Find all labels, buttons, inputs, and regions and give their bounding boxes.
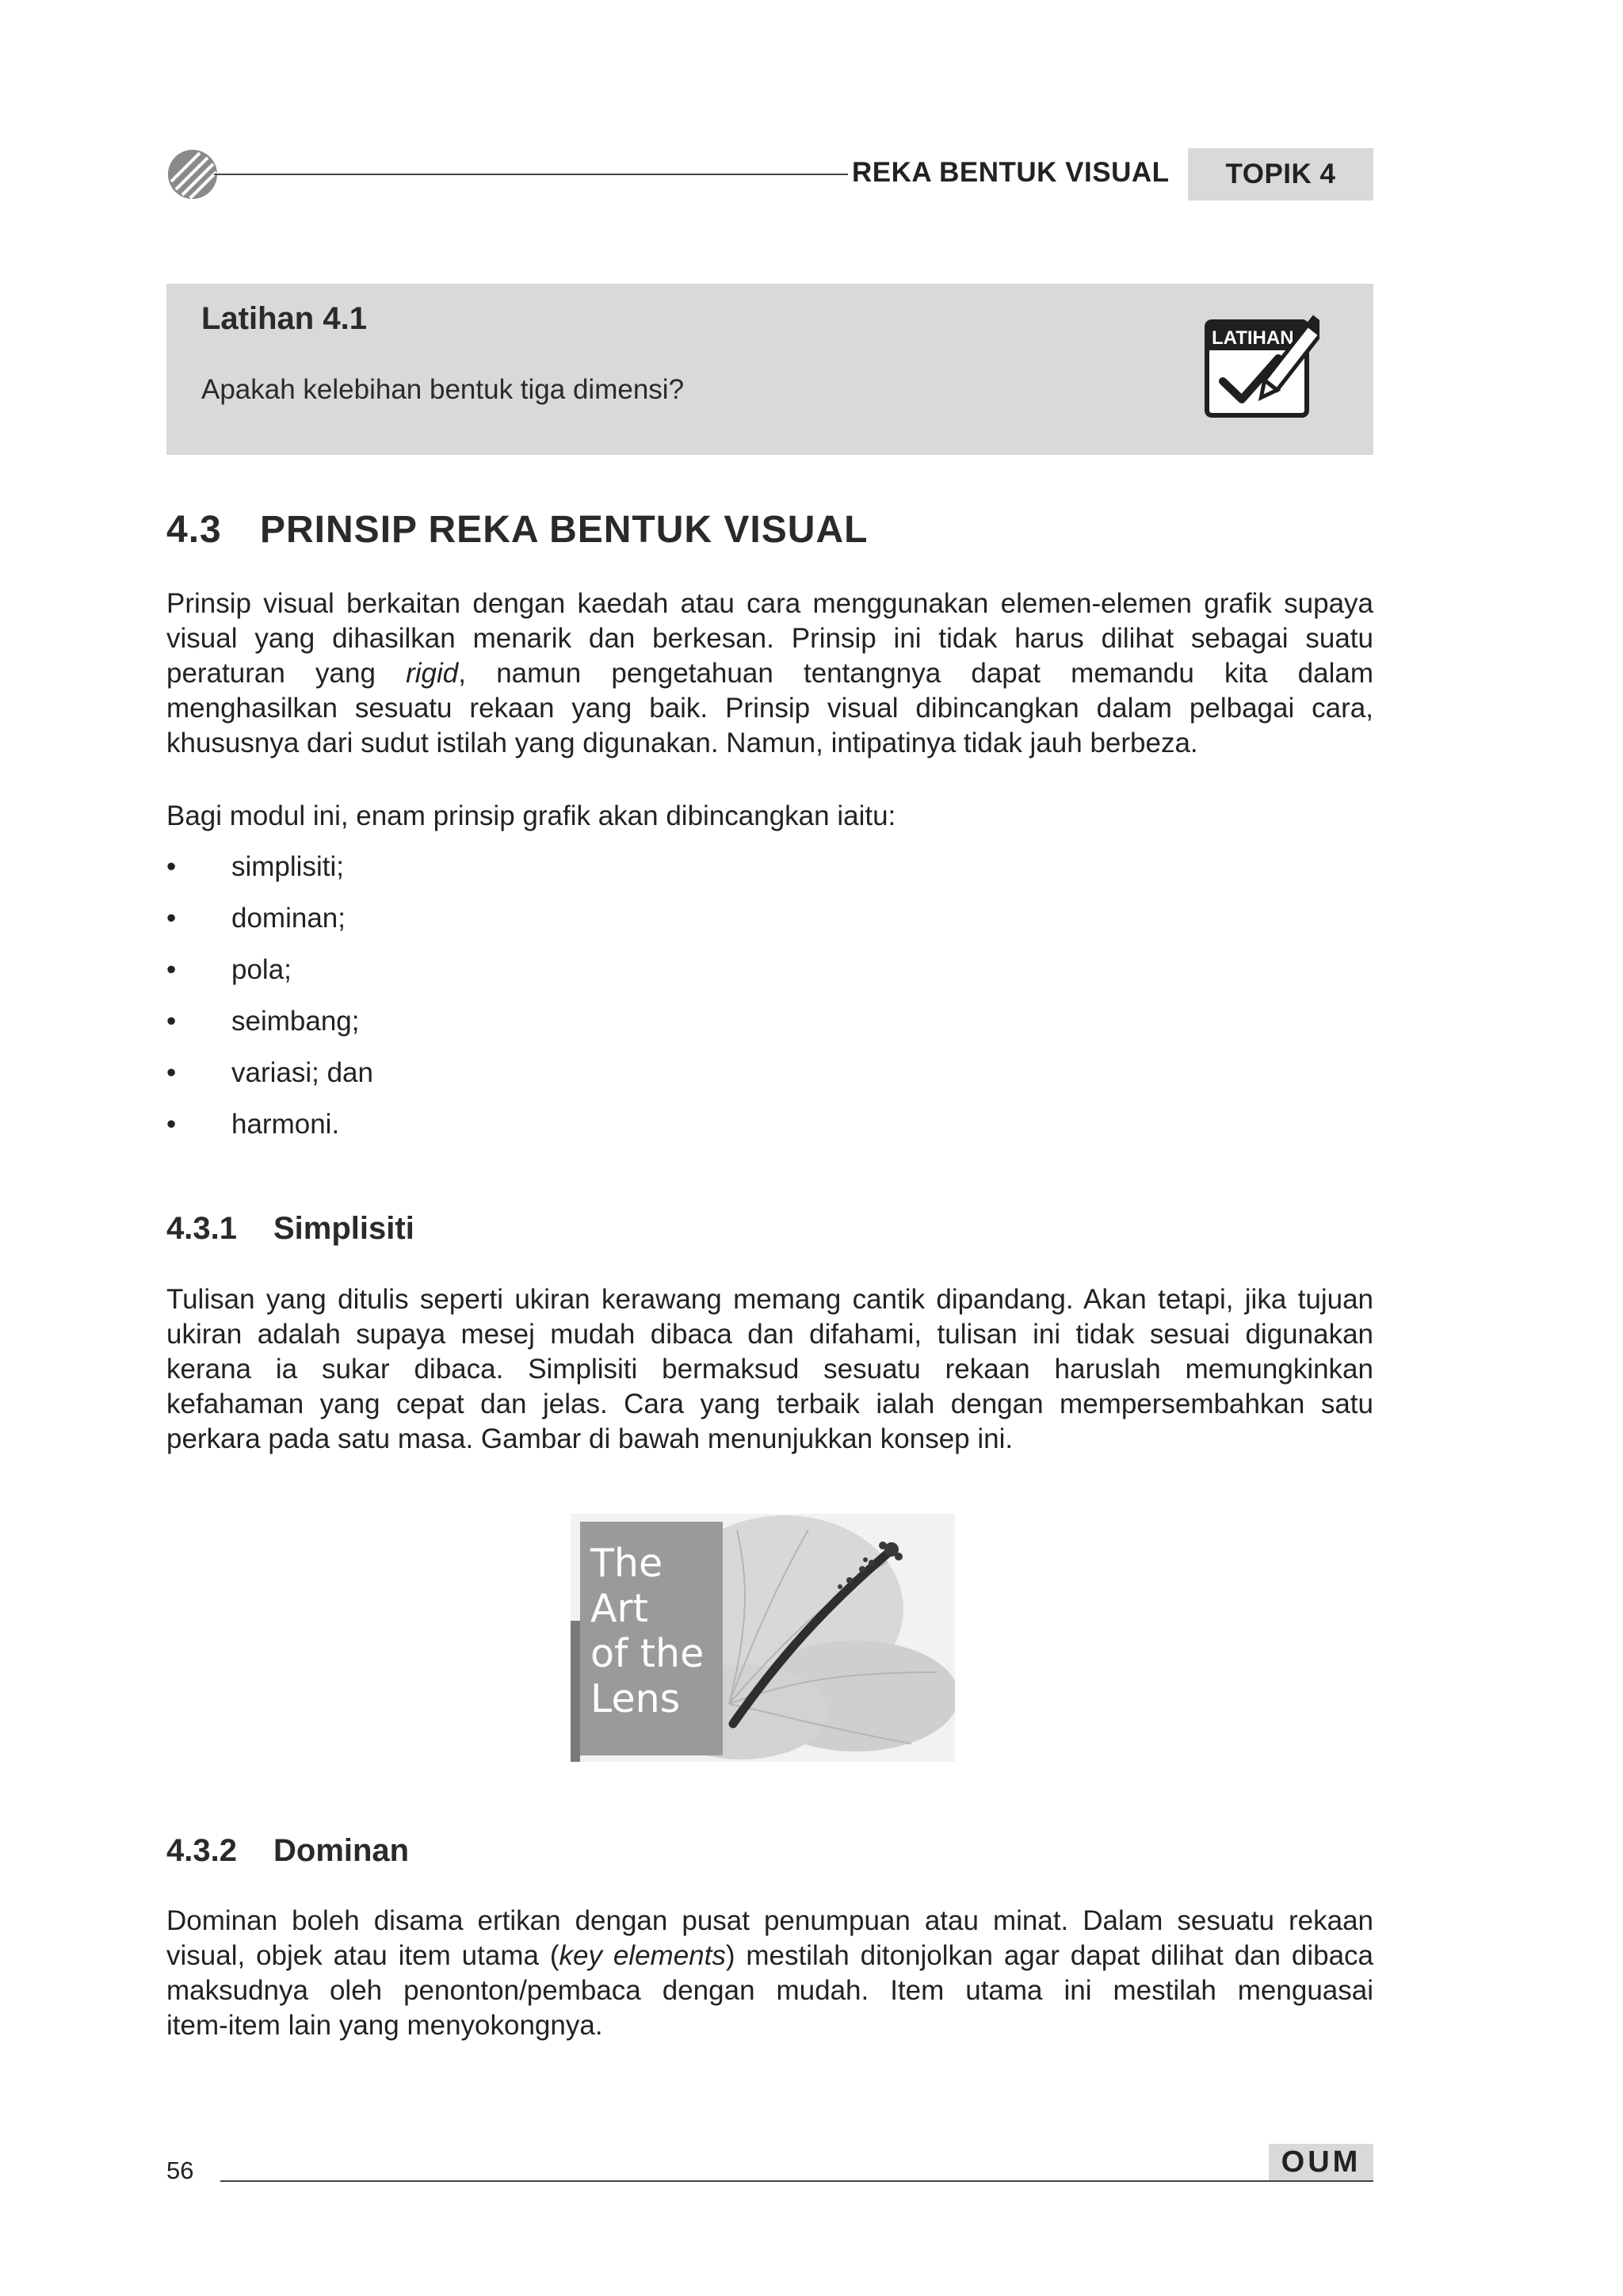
page-number: 56 (166, 2157, 194, 2184)
exercise-question: Apakah kelebihan bentuk tiga dimensi? (201, 374, 685, 405)
bullet-icon: • (166, 1109, 177, 1140)
bullet-icon: • (166, 1006, 177, 1037)
header-title: REKA BENTUK VISUAL (852, 157, 1170, 188)
paragraph-line: menghasilkan sesuatu rekaan yang baik. Prinsip visual dibincangkan dalam pelbagai cara, (166, 693, 1373, 724)
header-topic-badge: TOPIK 4 (1188, 148, 1373, 201)
art-of-the-lens-figure (571, 1514, 955, 1762)
simplisiti-paragraph (166, 1282, 1373, 1457)
footer-brand-logo: OUM (1269, 2144, 1373, 2180)
paragraph-line: visual, objek atau item utama (key elements) mestilah ditonjolkan agar dapat dilihat dan dibaca (166, 1940, 1373, 1971)
section-title: PRINSIP REKA BENTUK VISUAL (260, 509, 869, 551)
subsection-title: Simplisiti (273, 1211, 414, 1246)
dominan-paragraph (166, 1904, 1373, 2043)
bullet-icon: • (166, 851, 177, 882)
bullet-icon: • (166, 1057, 177, 1088)
paragraph-line: perkara pada satu masa. Gambar di bawah menunjukkan konsep ini. (166, 1423, 1014, 1454)
paragraph-line: maksudnya oleh penonton/pembaca dengan mudah. Item utama ini mestilah menguasai (166, 1975, 1373, 2006)
subsection-number: 4.3.1 (166, 1211, 237, 1246)
list-item: • seimbang; (166, 1004, 800, 1056)
paragraph-line: ukiran adalah supaya mesej mudah dibaca dan difahami, tulisan ini tidak sesuai digunakan (166, 1319, 1373, 1350)
subsection-title: Dominan (273, 1833, 410, 1868)
list-item: • pola; (166, 953, 800, 1004)
bullet-icon: • (166, 903, 177, 934)
paragraph-line: item-item lain yang menyokongnya. (166, 2010, 603, 2041)
list-item: • simplisiti; (166, 850, 800, 901)
header-rule (214, 174, 848, 175)
italic-term: key elements (559, 1940, 726, 1971)
exercise-title: Latihan 4.1 (201, 301, 367, 336)
paragraph-line: Tulisan yang ditulis seperti ukiran kerawang memang cantik dipandang. Akan tetapi, jika tujuan (166, 1284, 1373, 1315)
exercise-checkmark-pencil-icon (1201, 306, 1319, 425)
intro-paragraph (166, 586, 1373, 761)
list-item: • harmoni. (166, 1107, 800, 1159)
bullet-icon: • (166, 954, 177, 985)
footer-rule (220, 2180, 1373, 2182)
exercise-box (166, 284, 1373, 455)
list-item: • dominan; (166, 901, 800, 953)
paragraph-line: kefahaman yang cepat dan jelas. Cara yang terbaik ialah dengan mempersembahkan satu (166, 1389, 1373, 1419)
italic-term: rigid (406, 658, 459, 689)
paragraph-line: khususnya dari sudut istilah yang digunakan. Namun, intipatinya tidak jauh berbeza. (166, 728, 1198, 758)
paragraph-line: peraturan yang rigid, namun pengetahuan tentangnya dapat memandu kita dalam (166, 658, 1373, 689)
exercise-icon-label: LATIHAN (1212, 327, 1294, 349)
paragraph-line: Dominan boleh disama ertikan dengan pusat penumpuan atau minat. Dalam sesuatu rekaan (166, 1905, 1373, 1936)
paragraph-line: kerana ia sukar dibaca. Simplisiti bermaksud sesuatu rekaan haruslah memungkinkan (166, 1354, 1373, 1385)
list-item: • variasi; dan (166, 1056, 800, 1107)
list-intro (166, 799, 1373, 834)
subsection-heading-dominan (166, 1833, 409, 1869)
subsection-number: 4.3.2 (166, 1833, 237, 1868)
figure-caption-text: The Art of the Lens (590, 1541, 705, 1721)
header-logo-icon (168, 150, 217, 199)
paragraph-line: Bagi modul ini, enam prinsip grafik akan dibincangkan iaitu: (166, 800, 896, 831)
subsection-heading-simplisiti (166, 1211, 414, 1247)
principles-list (166, 850, 800, 1159)
section-heading (166, 508, 868, 552)
section-number: 4.3 (166, 509, 222, 551)
paragraph-line: Prinsip visual berkaitan dengan kaedah atau cara menggunakan elemen-elemen grafik supaya (166, 588, 1373, 619)
paragraph-line: visual yang dihasilkan menarik dan berkesan. Prinsip ini tidak harus dilihat sebagai suatu (166, 623, 1373, 654)
